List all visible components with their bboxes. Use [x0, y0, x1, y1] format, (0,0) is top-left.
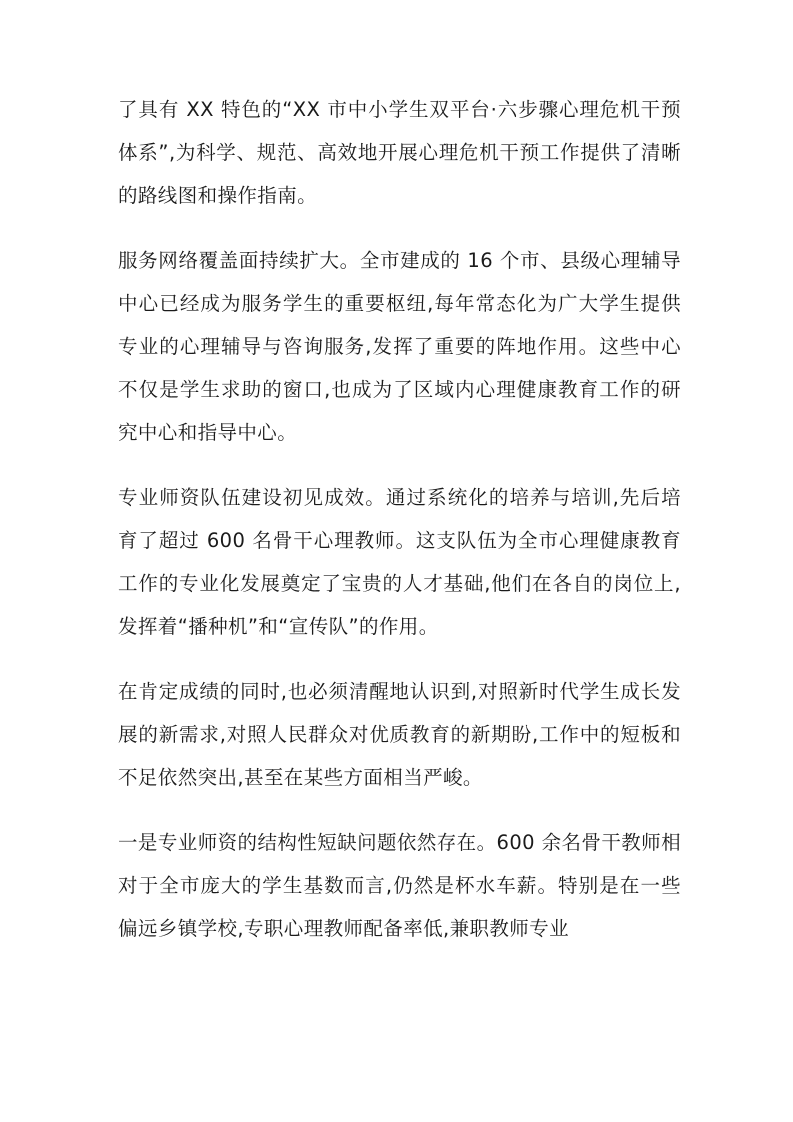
paragraph: 在肯定成绩的同时,也必须清醒地认识到,对照新时代学生成长发展的新需求,对照人民群众对优质教育的新期盼,工作中的短板和不足依然突出,甚至在某些方面相当严峻。: [118, 680, 681, 789]
paragraph: 了具有 XX 特色的“XX 市中小学生双平台·六步骤心理危机干预体系”,为科学、规范、高效地开展心理危机干预工作提供了清晰的路线图和操作指南。: [118, 98, 681, 207]
paragraph: 服务网络覆盖面持续扩大。全市建成的 16 个市、县级心理辅导中心已经成为服务学生的重要枢纽,每年常态化为广大学生提供专业的心理辅导与咨询服务,发挥了重要的阵地作用。这些中心不仅是学生求助的窗口,也成为了区域内心理健康教育工作的研究中心和指导中心。: [118, 249, 681, 444]
paragraph: 专业师资队伍建设初见成效。通过系统化的培养与培训,先后培育了超过 600 名骨干心理教师。这支队伍为全市心理健康教育工作的专业化发展奠定了宝贵的人才基础,他们在各自的岗位上,发挥着“播种机”和“宣传队”的作用。: [118, 486, 681, 638]
document-body: [118, 88, 681, 950]
paragraph: 一是专业师资的结构性短缺问题依然存在。600 余名骨干教师相对于全市庞大的学生基数而言,仍然是杯水车薪。特别是在一些偏远乡镇学校,专职心理教师配备率低,兼职教师专业: [118, 831, 681, 940]
